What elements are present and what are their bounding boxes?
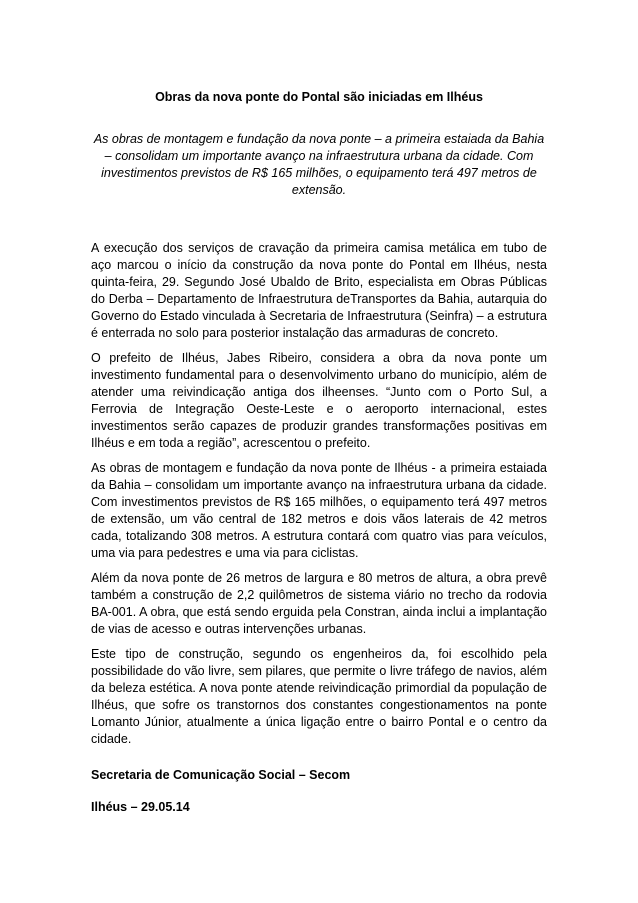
body-paragraph: O prefeito de Ilhéus, Jabes Ribeiro, considera a obra da nova ponte um investimento fundamental para o desenvolvimento urbano do município, além de atender uma reivindicação antiga dos ilheenses. “Junto com o Porto Sul, a Ferrovia de Integração Oeste-Leste e o aeroporto internacional, estes investimentos serão capazes de produzir grandes transformações positivas em Ilhéus e em toda a região”, acrescentou o prefeito. [91,351,547,450]
lead-paragraph: As obras de montagem e fundação da nova ponte – a primeira estaiada da Bahia – consolidam um importante avanço na infraestrutura urbana da cidade. Com investimentos previstos de R$ 165 milhões, o equipamento terá 497 metros de extensão. [93,132,545,197]
article-body [91,240,547,756]
body-paragraph: As obras de montagem e fundação da nova ponte de Ilhéus - a primeira estaiada da Bahia – consolidam um importante avanço na infraestrutura urbana da cidade. Com investimentos previstos de R$ 165 milhões, o equipamento terá 497 metros de extensão, um vão central de 182 metros e dois vãos laterais de 42 metros cada, totalizando 308 metros. A estrutura contará com quatro vias para veículos, uma via para pedestres e uma via para ciclistas. [91,461,547,560]
signature-place-date: Ilhéus – 29.05.14 [91,800,190,814]
body-paragraph: A execução dos serviços de cravação da primeira camisa metálica em tubo de aço marcou o início da construção da nova ponte do Pontal em Ilhéus, nesta quinta-feira, 29. Segundo José Ubaldo de Brito, especialista em Obras Públicas do Derba – Departamento de Infraestrutura deTransportes da Bahia, autarquia do Governo do Estado vinculada à Secretaria de Infraestrutura (Seinfra) – a estrutura é enterrada no solo para posterior instalação das armaduras de concreto. [91,241,547,340]
body-paragraph: Este tipo de construção, segundo os engenheiros da, foi escolhido pela possibilidade do vão livre, sem pilares, que permite o livre tráfego de navios, além da beleza estética. A nova ponte atende reivindicação primordial da população de Ilhéus, que sofre os transtornos dos constantes congestionamentos na ponte Lomanto Júnior, atualmente a única ligação entre o bairro Pontal e o centro da cidade. [91,647,547,746]
signature-organization: Secretaria de Comunicação Social – Secom [91,768,351,782]
body-paragraph: Além da nova ponte de 26 metros de largura e 80 metros de altura, a obra prevê também a construção de 2,2 quilômetros de sistema viário no trecho da rodovia BA-001. A obra, que está sendo erguida pela Constran, ainda inclui a implantação de vias de acesso e outras intervenções urbanas. [91,571,547,636]
document-title: Obras da nova ponte do Pontal são iniciadas em Ilhéus [155,90,483,104]
